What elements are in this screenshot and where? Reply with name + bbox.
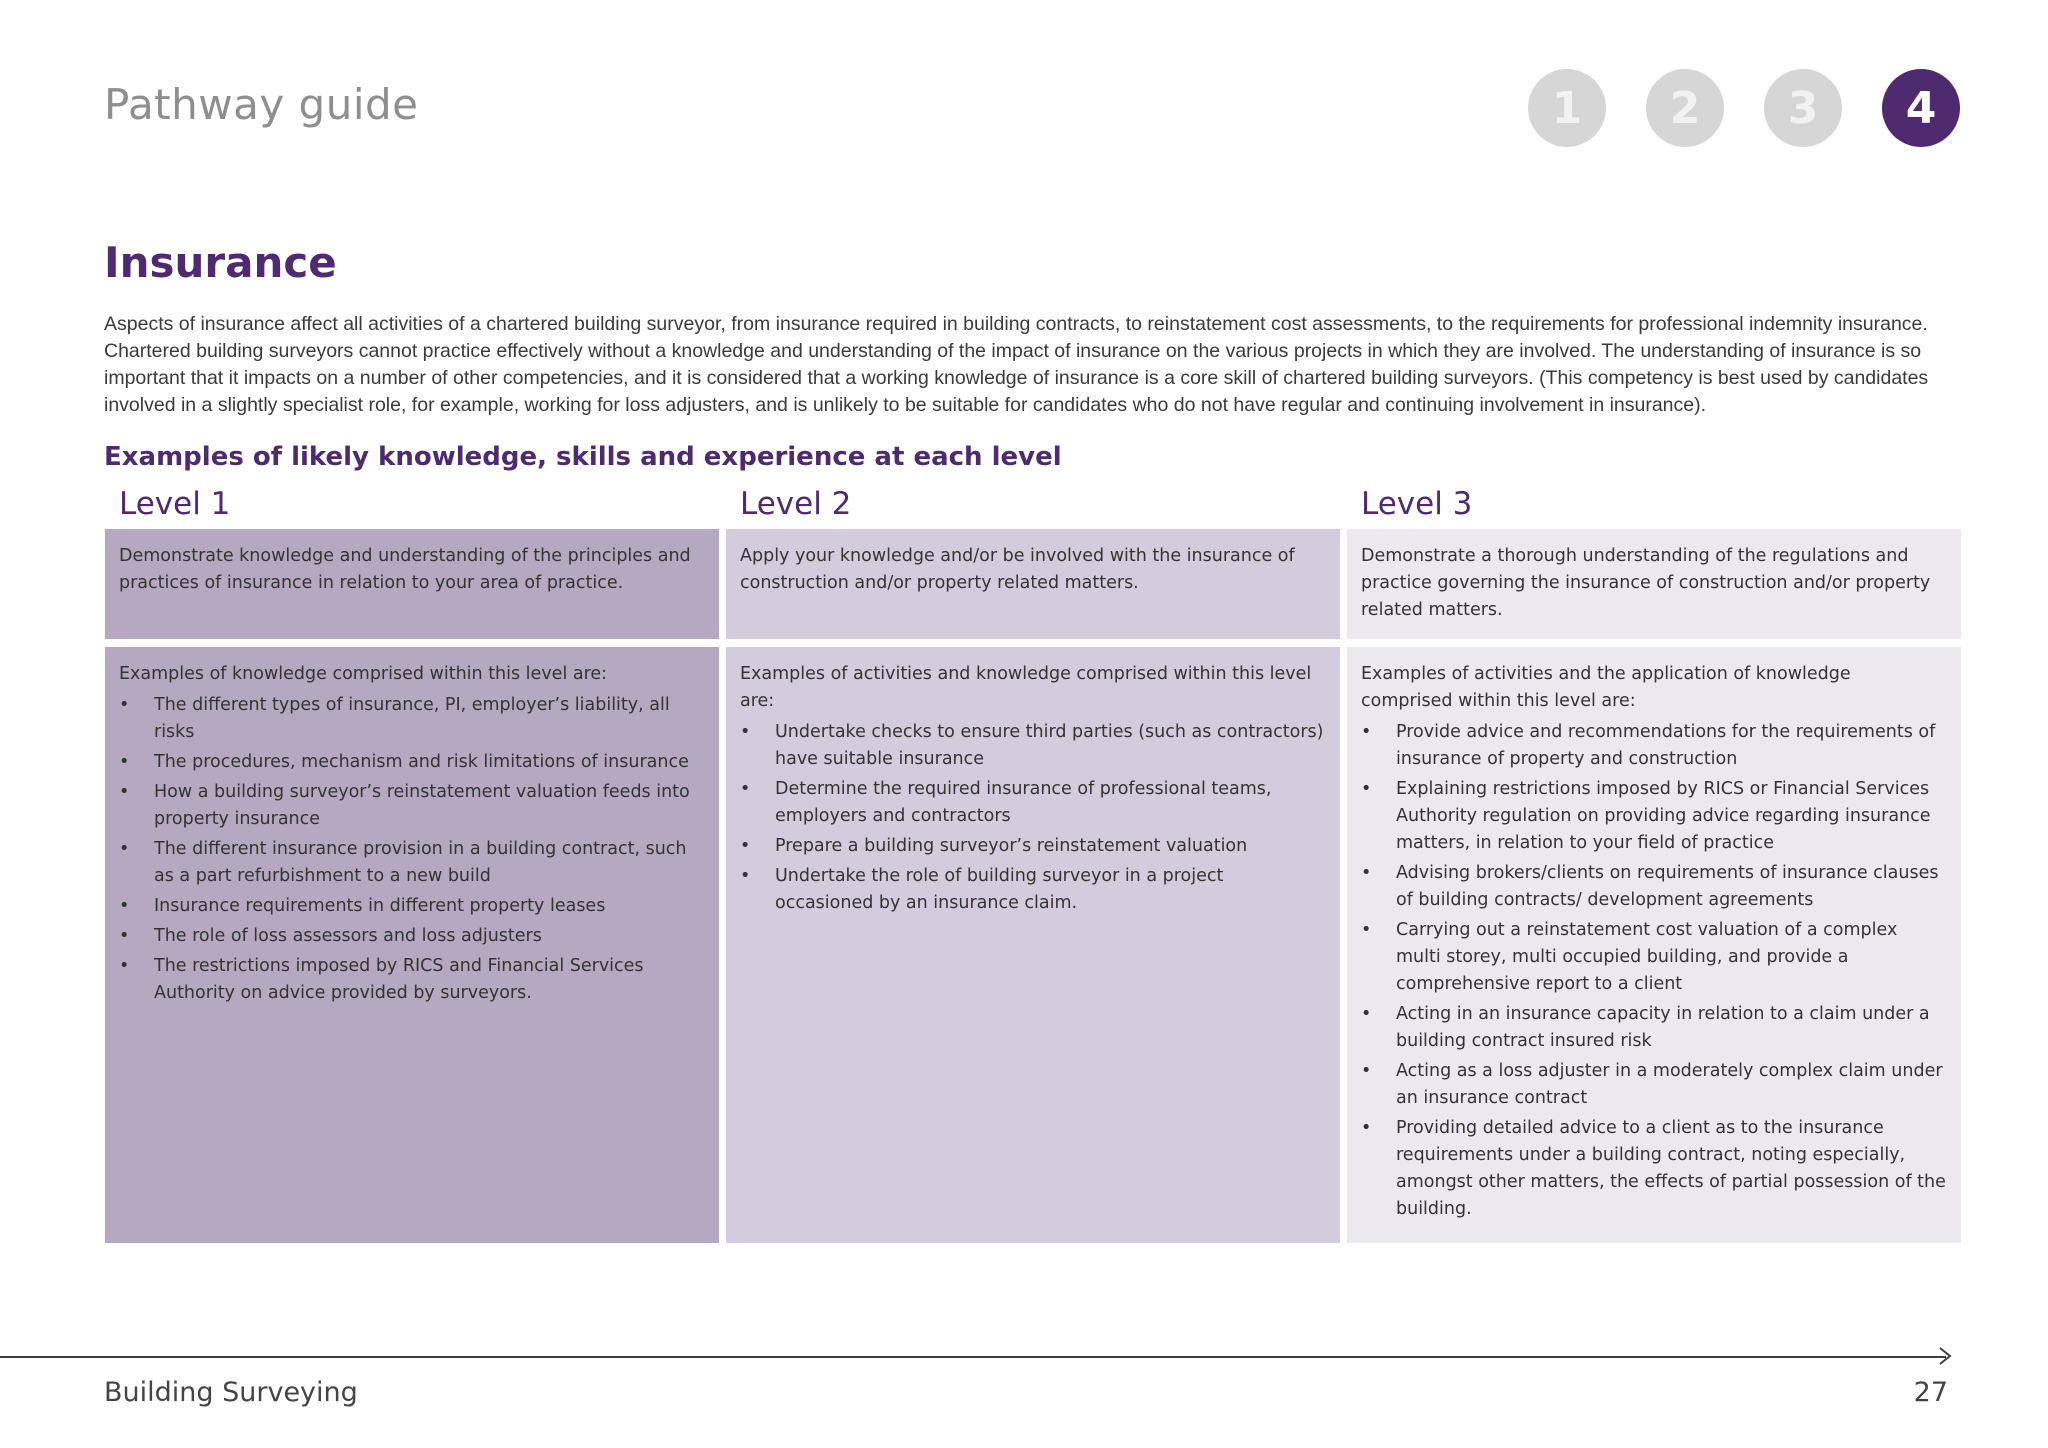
footer-section-name: Building Surveying (104, 1377, 358, 1408)
list-item: • Undertake checks to ensure third parties (such as contractors) have suitable insurance (740, 719, 1326, 773)
list-item: • Determine the required insurance of professional teams, employers and contractors (740, 776, 1326, 830)
list-item: • Prepare a building surveyor’s reinstatement valuation (740, 833, 1326, 860)
step-4-badge-active[interactable]: 4 (1882, 69, 1960, 147)
list-item: • The different insurance provision in a building contract, such as a part refurbishment to a new build (119, 836, 705, 890)
bullet-icon: • (740, 722, 751, 742)
list-item: • Explaining restrictions imposed by RICS or Financial Services Authority regulation on providing advice regarding insurance matters, in relation to your field of practice (1361, 776, 1947, 857)
level-1-details (105, 647, 719, 1243)
step-indicator (1528, 69, 1960, 147)
level-3-list (1361, 719, 1947, 1223)
level-1-summary (105, 529, 719, 639)
list-item: • The role of loss assessors and loss adjusters (119, 923, 705, 950)
list-item: • Provide advice and recommendations for the requirements of insurance of property and construction (1361, 719, 1947, 773)
bullet-icon: • (119, 839, 130, 859)
bullet-icon: • (1361, 1004, 1372, 1024)
bullet-icon: • (1361, 779, 1372, 799)
step-2-badge[interactable]: 2 (1646, 69, 1724, 147)
bullet-icon: • (1361, 1061, 1372, 1081)
level-3-label: Level 3 (1361, 486, 1473, 522)
step-1-badge[interactable]: 1 (1528, 69, 1606, 147)
level-1-list (119, 692, 705, 1007)
section-title: Insurance (104, 238, 337, 287)
bullet-icon: • (119, 782, 130, 802)
bullet-icon: • (740, 779, 751, 799)
examples-heading: Examples of likely knowledge, skills and experience at each level (104, 442, 1062, 472)
level-2-summary-text: Apply your knowledge and/or be involved with the insurance of construction and/or property related matters. (740, 546, 1295, 593)
level-3-summary-text: Demonstrate a thorough understanding of the regulations and practice governing the insurance of construction and/or property related matters. (1361, 546, 1931, 620)
level-1-summary-text: Demonstrate knowledge and understanding of the principles and practices of insurance in relation to your area of practice. (119, 546, 691, 593)
list-item: • Acting in an insurance capacity in relation to a claim under a building contract insured risk (1361, 1001, 1947, 1055)
bullet-icon: • (740, 836, 751, 856)
list-item: • Undertake the role of building surveyor in a project occasioned by an insurance claim. (740, 863, 1326, 917)
bullet-icon: • (119, 695, 130, 715)
list-item: • How a building surveyor’s reinstatement valuation feeds into property insurance (119, 779, 705, 833)
arrow-right-icon (1934, 1346, 1954, 1366)
bullet-icon: • (1361, 863, 1372, 883)
level-3-lead: Examples of activities and the application of knowledge comprised within this level are: (1361, 664, 1851, 711)
bullet-icon: • (119, 956, 130, 976)
bullet-icon: • (119, 926, 130, 946)
list-item: • The different types of insurance, PI, employer’s liability, all risks (119, 692, 705, 746)
level-1-lead: Examples of knowledge comprised within this level are: (119, 664, 608, 684)
level-3-summary (1347, 529, 1961, 639)
bullet-icon: • (1361, 1118, 1372, 1138)
list-item: • Insurance requirements in different property leases (119, 893, 705, 920)
level-2-summary (726, 529, 1340, 639)
page-header-title: Pathway guide (104, 80, 419, 129)
level-1-label: Level 1 (119, 486, 231, 522)
step-3-badge[interactable]: 3 (1764, 69, 1842, 147)
footer-divider (0, 1356, 1946, 1358)
level-2-details (726, 647, 1340, 1243)
bullet-icon: • (119, 752, 130, 772)
level-2-label: Level 2 (740, 486, 852, 522)
level-2-lead: Examples of activities and knowledge comprised within this level are: (740, 664, 1312, 711)
list-item: • The restrictions imposed by RICS and Financial Services Authority on advice provided by surveyors. (119, 953, 705, 1007)
bullet-icon: • (119, 896, 130, 916)
section-intro: Aspects of insurance affect all activities of a chartered building surveyor, from insurance required in building contracts, to reinstatement cost assessments, to the requirements for professional indemnity insurance. Chartered building surveyors cannot practice effectively without a knowledge and understanding of the impact of insurance on the various projects in which they are involved. The understanding of insurance is so important that it impacts on a number of other competencies, and it is considered that a working knowledge of insurance is a core skill of chartered building surveyors. (This competency is best used by candidates involved in a slightly specialist role, for example, working for loss adjusters, and is unlikely to be suitable for candidates who do not have regular and continuing involvement in insurance). (104, 313, 1929, 416)
list-item: • Providing detailed advice to a client as to the insurance requirements under a building contract, noting especially, amongst other matters, the effects of partial possession of the building. (1361, 1115, 1947, 1223)
page-number: 27 (1913, 1377, 1948, 1408)
bullet-icon: • (740, 866, 751, 886)
bullet-icon: • (1361, 722, 1372, 742)
level-2-list (740, 719, 1326, 917)
list-item: • Acting as a loss adjuster in a moderately complex claim under an insurance contract (1361, 1058, 1947, 1112)
list-item: • Advising brokers/clients on requirements of insurance clauses of building contracts/ development agreements (1361, 860, 1947, 914)
level-3-details (1347, 647, 1961, 1243)
list-item: • Carrying out a reinstatement cost valuation of a complex multi storey, multi occupied building, and provide a comprehensive report to a client (1361, 917, 1947, 998)
bullet-icon: • (1361, 920, 1372, 940)
list-item: • The procedures, mechanism and risk limitations of insurance (119, 749, 705, 776)
